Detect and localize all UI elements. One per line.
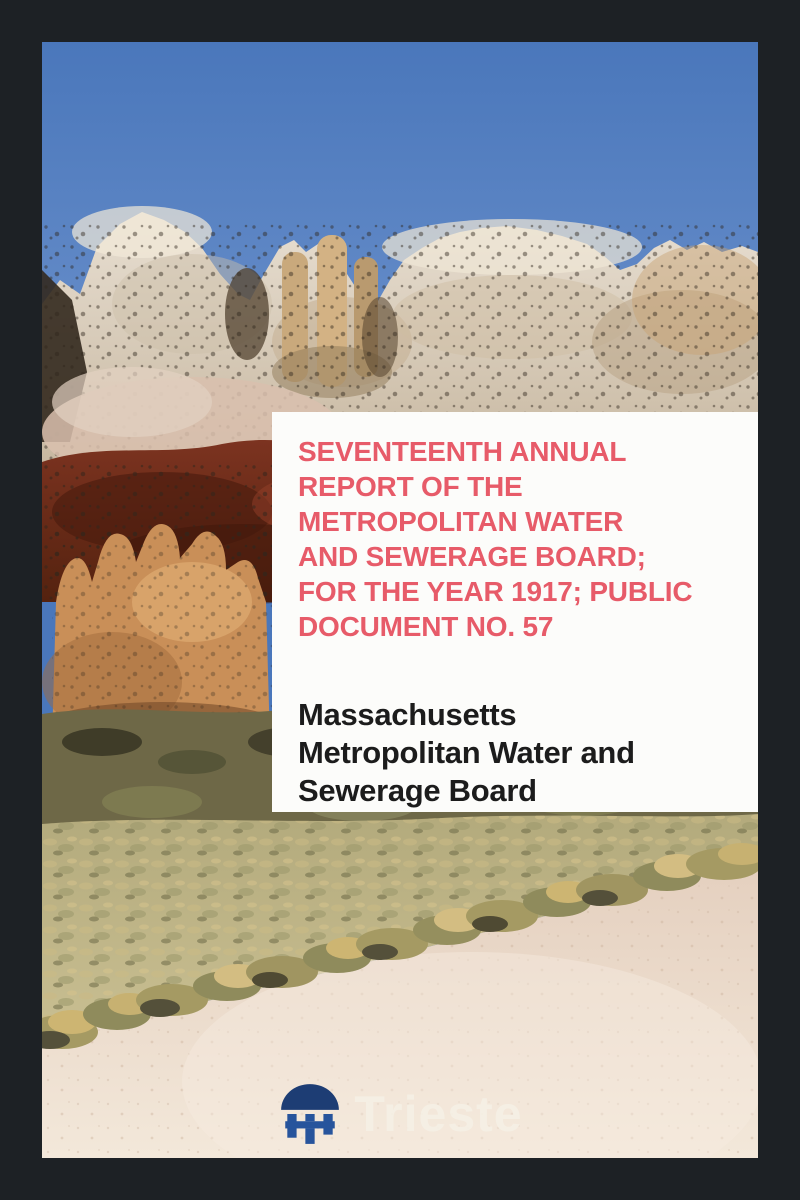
cover-photo	[42, 42, 758, 1158]
title-panel	[272, 412, 758, 812]
dome-pavilion-icon	[277, 1082, 343, 1146]
book-title: SEVENTEENTH ANNUAL REPORT OF THE METROPOLITAN WATER AND SEWERAGE BOARD; FOR THE YEAR 1917; PUBLIC DOCUMENT NO. 57	[298, 436, 693, 642]
book-author: Massachusetts Metropolitan Water and Sewerage Board	[298, 697, 635, 808]
publisher-name: Trieste	[354, 1086, 523, 1142]
publisher-logo	[42, 1082, 758, 1146]
